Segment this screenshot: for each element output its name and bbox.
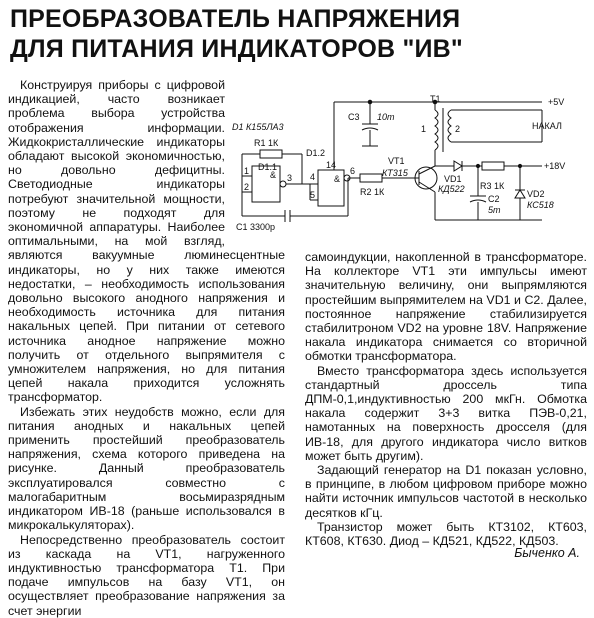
- title-line-2: ДЛЯ ПИТАНИЯ ИНДИКАТОРОВ "ИВ": [10, 35, 463, 63]
- label-vd2: VD2: [527, 189, 545, 199]
- pin-2: 2: [244, 182, 250, 192]
- label-c3: С3: [348, 112, 360, 122]
- pin-6: 6: [350, 166, 356, 176]
- label-r2: R2 1К: [360, 187, 385, 197]
- pin-14: 14: [326, 160, 337, 170]
- svg-text:&: &: [270, 170, 277, 180]
- title-line-1: ПРЕОБРАЗОВАТЕЛЬ НАПРЯЖЕНИЯ: [10, 5, 461, 33]
- label-t1: T1: [430, 94, 441, 104]
- label-c3-value: 10m: [377, 112, 395, 122]
- label-c1: С1 3300p: [236, 222, 276, 232]
- label-nakal: НАКАЛ: [532, 121, 562, 131]
- paragraph: Транзистор может быть КТ3102, КТ603, КТ608, КТ630. Диод – КД521, КД522, КД503.: [305, 519, 587, 549]
- article-title: [10, 4, 590, 64]
- label-r3: R3 1К: [480, 181, 505, 191]
- author-signature: Быченко А.: [514, 546, 580, 560]
- text-column-right: [305, 250, 587, 548]
- pin-1: 1: [244, 166, 250, 176]
- label-vt1: VT1: [388, 156, 405, 166]
- paragraph: Избежать этих неудобств можно, если для питания анодных и накальных цепей применить простейший преобразователь напряжения, схема которого приведена на рисунке. Данный преобразователь эксплуатировался совместно с малогабаритным восьмиразрядным индикатором ИВ-18 (раньше использовался в микрокалькуляторах).: [8, 404, 285, 533]
- pin-4: 4: [310, 172, 316, 182]
- label-d11: D1.1: [258, 162, 278, 172]
- label-plus5v: +5V: [548, 97, 565, 107]
- label-c2: С2: [488, 194, 500, 204]
- label-vd1: VD1: [444, 174, 462, 184]
- paragraph: Вместо трансформатора здесь используется стандартный дроссель типа ДПМ-0,1,индуктивностью 200 мкГн. Обмотка накала содержит 3+3 витка ПЭВ-0,21, намотанных на поверхность дросселя (для ИВ-18, для другого индикатора число витков может быть другим).: [305, 363, 587, 463]
- paragraph: Задающий генератор на D1 показан условно, в принципе, в любом цифровом приборе можно найти источник импульсов частотой в несколько десятков кГц.: [305, 463, 587, 520]
- label-d12: D1.2: [306, 148, 326, 158]
- label-winding-2: 2: [455, 124, 461, 134]
- pin-5: 5: [310, 190, 316, 200]
- label-vd2-type: КС518: [527, 200, 554, 210]
- label-winding-1: 1: [421, 124, 427, 134]
- label-plus18v: +18V: [544, 161, 566, 171]
- text-column-left: [8, 78, 285, 618]
- label-d1: D1 К155ЛА3: [232, 122, 284, 132]
- label-vt1-type: КТ315: [382, 168, 408, 178]
- paragraph: Конструируя приборы с цифровой индикацией, часто возникает проблема выбора устройства отображения информации. Жидкокристаллические индикаторы обладают высокой экономичностью, но довольно дефицитны. Светодиодные индикаторы потребуют значительной мощности, поэтому не подходят для экономичной аппаратуры. Наиболее оптимальными, на мой взгляд, являются вакуумные люминесцентные индикаторы, но у них также имеются недостатки, – необходимость использования довольно высокого анодного напряжения и необходимость источника для питания накальных цепей. При питании от сетевого источника анодное напряжение можно получить от отдельного выпрямителя с умножителем напряжения, но для питания цепей накала приходится усложнять трансформатор.: [8, 78, 285, 405]
- svg-text:&: &: [334, 174, 341, 184]
- label-r1: R1 1К: [254, 138, 279, 148]
- paragraph: самоиндукции, накопленной в трансформаторе. На коллекторе VT1 эти импульсы имеют значительную величину, они выпрямляются простейшим выпрямителем на VD1 и C2. Далее, постоянное напряжение стабилизируется стабилитроном VD2 на уровне 18V. Напряжение накала индикатора снимается со вторичной обмотки трансформатора.: [305, 250, 587, 364]
- label-c2-value: 5m: [488, 205, 501, 215]
- label-vd1-type: КД522: [438, 184, 465, 194]
- pin-3: 3: [287, 173, 293, 183]
- paragraph: Непосредственно преобразователь состоит из каскада на VT1, нагруженного индуктивностью трансформатора Т1. При подаче импульсов на базу VT1, он осуществляет преобразование напряжения за счет энергии: [8, 532, 285, 618]
